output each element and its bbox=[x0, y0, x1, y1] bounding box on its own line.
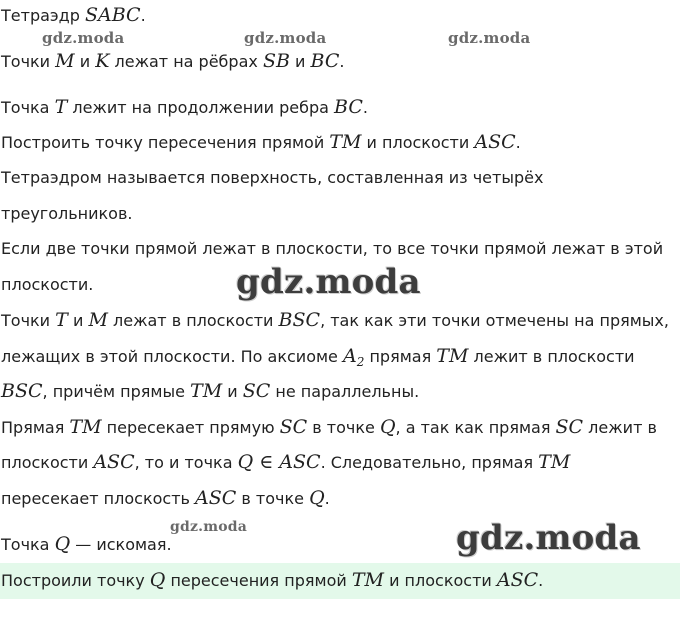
math-symbol: BSC bbox=[1, 380, 43, 402]
math-symbol: M bbox=[55, 50, 75, 72]
text-fragment: и bbox=[289, 52, 311, 71]
text-fragment: лежит на продолжении ребра bbox=[67, 98, 334, 117]
text-fragment: пересекает прямую bbox=[101, 418, 280, 437]
text-line bbox=[1, 168, 543, 188]
math-symbol: Q ∈ ASC bbox=[237, 451, 321, 473]
text-fragment: Прямая bbox=[1, 418, 70, 437]
math-symbol: M bbox=[88, 309, 108, 331]
text-fragment: лежат на рёбрах bbox=[109, 52, 263, 71]
math-symbol: Q bbox=[54, 533, 71, 555]
math-symbol: SB bbox=[262, 50, 290, 72]
text-line bbox=[1, 5, 146, 26]
text-fragment: , то и точка bbox=[134, 453, 238, 472]
text-fragment: Тетраэдр bbox=[1, 6, 85, 25]
math-symbol: ASC bbox=[195, 487, 237, 509]
text-fragment: Точка bbox=[1, 98, 55, 117]
math-symbol: SABC bbox=[84, 4, 141, 26]
text-fragment: Точка bbox=[1, 535, 55, 554]
text-line bbox=[1, 570, 543, 591]
text-fragment: Точки bbox=[1, 311, 56, 330]
text-fragment: — искомая. bbox=[70, 535, 172, 554]
math-symbol: T bbox=[54, 96, 68, 118]
text-fragment: Построить точку пересечения прямой bbox=[1, 133, 330, 152]
math-symbol: ASC bbox=[93, 451, 135, 473]
text-fragment: пересечения прямой bbox=[165, 571, 352, 590]
math-symbol: Q bbox=[379, 416, 396, 438]
text-fragment: , причём прямые bbox=[42, 382, 191, 401]
watermark: gdz.moda bbox=[244, 29, 327, 47]
math-symbol: SC bbox=[242, 380, 271, 402]
watermark: gdz.moda bbox=[236, 262, 421, 302]
text-fragment: и bbox=[222, 382, 243, 401]
math-symbol: TM bbox=[329, 131, 362, 153]
math-symbol: SC bbox=[555, 416, 584, 438]
text-fragment: лежит в плоскости bbox=[468, 347, 635, 366]
math-symbol: ASC bbox=[474, 131, 516, 153]
text-fragment: . bbox=[140, 6, 146, 25]
text-line bbox=[1, 417, 657, 438]
math-symbol: TM bbox=[69, 416, 102, 438]
text-fragment: Если две точки прямой лежат в плоскости, то все точки прямой лежат в этой bbox=[1, 239, 664, 258]
math-symbol: T bbox=[55, 309, 68, 331]
math-symbol: BC bbox=[310, 50, 340, 72]
text-fragment: . bbox=[538, 571, 544, 590]
text-line bbox=[1, 534, 172, 555]
text-line bbox=[1, 488, 330, 509]
text-fragment: плоскости bbox=[1, 453, 94, 472]
text-line bbox=[1, 275, 93, 295]
text-fragment: в точке bbox=[236, 489, 310, 508]
text-fragment: Тетраэдром называется поверхность, составленная из четырёх bbox=[1, 168, 544, 187]
text-line bbox=[1, 346, 635, 372]
text-fragment: не параллельны. bbox=[270, 382, 420, 401]
text-fragment: . bbox=[515, 133, 521, 152]
text-fragment: , а так как прямая bbox=[395, 418, 556, 437]
watermark: gdz.moda bbox=[456, 518, 641, 558]
text-fragment: в точке bbox=[307, 418, 380, 437]
text-fragment: лежат в плоскости bbox=[107, 311, 279, 330]
text-fragment: и bbox=[74, 52, 96, 71]
math-symbol: A bbox=[342, 345, 357, 367]
text-fragment: пересекает плоскость bbox=[1, 489, 196, 508]
watermark: gdz.moda bbox=[42, 29, 125, 47]
math-symbol: Q bbox=[309, 487, 325, 509]
math-symbol: SC bbox=[279, 416, 308, 438]
math-symbol: BSC bbox=[278, 309, 321, 331]
text-line bbox=[1, 51, 344, 72]
text-fragment: лежит в bbox=[583, 418, 657, 437]
text-fragment: Построили точку bbox=[1, 571, 150, 590]
math-symbol: ASC bbox=[496, 569, 539, 591]
text-line bbox=[1, 204, 132, 224]
math-symbol: TM bbox=[436, 345, 469, 367]
text-line bbox=[1, 310, 669, 331]
watermark: gdz.moda bbox=[448, 29, 531, 47]
text-line bbox=[1, 239, 663, 259]
text-line bbox=[1, 381, 419, 402]
math-symbol: Q bbox=[149, 569, 166, 591]
text-line bbox=[1, 132, 521, 153]
text-fragment: треугольников. bbox=[1, 204, 133, 223]
text-fragment: плоскости. bbox=[1, 275, 94, 294]
math-symbol: K bbox=[95, 50, 110, 72]
text-fragment: . bbox=[362, 98, 368, 117]
text-fragment: . Следовательно, прямая bbox=[320, 453, 539, 472]
text-line bbox=[1, 452, 570, 473]
text-fragment: Точки bbox=[1, 52, 56, 71]
watermark: gdz.moda bbox=[170, 519, 248, 535]
text-fragment: , так как эти точки отмечены на прямых, bbox=[320, 311, 669, 330]
text-fragment: и плоскости bbox=[361, 133, 475, 152]
text-fragment: лежащих в этой плоскости. По аксиоме bbox=[1, 347, 343, 366]
text-fragment: и плоскости bbox=[383, 571, 497, 590]
math-symbol: TM bbox=[190, 380, 223, 402]
text-fragment: и bbox=[67, 311, 89, 330]
math-symbol: TM bbox=[351, 569, 384, 591]
text-fragment: . bbox=[339, 52, 345, 71]
text-fragment: прямая bbox=[364, 347, 437, 366]
math-subscript: 2 bbox=[356, 355, 365, 369]
text-line bbox=[1, 97, 368, 118]
math-symbol: BC bbox=[334, 96, 363, 118]
text-fragment: . bbox=[324, 489, 330, 508]
math-symbol: TM bbox=[538, 451, 571, 473]
